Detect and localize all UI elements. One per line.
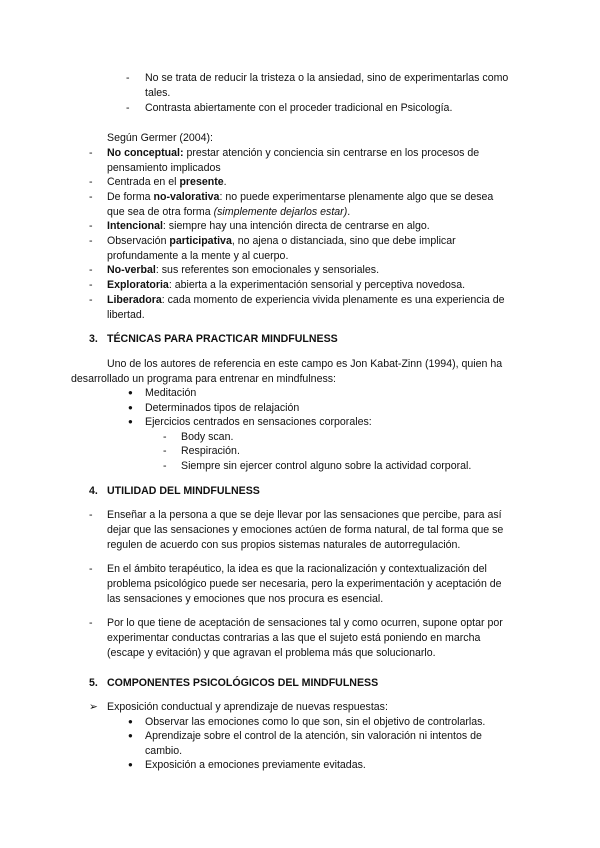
list-item: Liberadora: cada momento de experiencia vivida plenamente es una experiencia de — [107, 294, 505, 306]
dash-marker: - — [89, 235, 93, 247]
bullet-marker: ● — [128, 417, 133, 426]
paragraph-line: Uno de los autores de referencia en este campo es Jon Kabat-Zinn (1994), quien ha — [107, 358, 503, 370]
bullet-item: Aprendizaje sobre el control de la atención, sin valoración ni intentos de — [145, 730, 482, 742]
dash-marker: - — [89, 563, 93, 575]
list-item-continuation: libertad. — [107, 309, 145, 321]
arrow-bullet-icon: ➢ — [89, 701, 98, 713]
bullet-item-continuation: cambio. — [145, 745, 183, 757]
bullet-item: Meditación — [145, 387, 197, 399]
dash-marker: - — [89, 294, 93, 306]
paragraph-line: (escape y evitación) y que agravan el problema más que solucionarlo. — [107, 647, 436, 659]
paragraph-line: desarrollado un programa para entrenar en mindfulness: — [71, 373, 336, 385]
list-item: Contrasta abiertamente con el proceder tradicional en Psicología. — [145, 102, 453, 114]
dash-marker: - — [163, 445, 167, 457]
list-item: Intencional: siempre hay una intención directa de centrarse en algo. — [107, 220, 430, 232]
dash-marker: - — [126, 72, 130, 84]
paragraph-line: problema psicológico puede ser necesaria, pero la experimentación y aceptación de — [107, 578, 502, 590]
bullet-marker: ● — [128, 760, 133, 769]
bullet-marker: ● — [128, 403, 133, 412]
bullet-marker: ● — [128, 717, 133, 726]
sub-item: Body scan. — [181, 431, 234, 443]
paragraph-line: regulen de acuerdo con sus propios sistemas naturales de autorregulación. — [107, 539, 461, 551]
list-item: No se trata de reducir la tristeza o la ansiedad, sino de experimentarlas como — [145, 72, 509, 84]
list-item: De forma no-valorativa: no puede experimentarse plenamente algo que se desea — [107, 191, 494, 203]
list-item-continuation: pensamiento implicados — [107, 162, 221, 174]
section-heading: TÉCNICAS PARA PRACTICAR MINDFULNESS — [107, 333, 338, 345]
paragraph-line: experimentar conductas contrarias a las que el sujeto está poniendo en marcha — [107, 632, 481, 644]
section-heading: UTILIDAD DEL MINDFULNESS — [107, 485, 260, 497]
dash-marker: - — [89, 147, 93, 159]
sub-item: Siempre sin ejercer control alguno sobre la actividad corporal. — [181, 460, 472, 472]
bullet-marker: ● — [128, 388, 133, 397]
dash-marker: - — [89, 191, 93, 203]
list-item: Exposición conductual y aprendizaje de nuevas respuestas: — [107, 701, 388, 713]
list-item: No conceptual: prestar atención y conciencia sin centrarse en los procesos de — [107, 147, 480, 159]
bullet-item: Exposición a emociones previamente evitadas. — [145, 759, 366, 771]
paragraph-line: Por lo que tiene de aceptación de sensaciones tal y como ocurren, supone optar por — [107, 617, 503, 629]
dash-marker: - — [89, 617, 93, 629]
paragraph-line: Enseñar a la persona a que se deje llevar por las sensaciones que percibe, para así — [107, 509, 502, 521]
dash-marker: - — [89, 264, 93, 276]
paragraph-line: dejar que las sensaciones y emociones actúen de forma natural, de tal forma que se — [107, 524, 504, 536]
bullet-item: Ejercicios centrados en sensaciones corporales: — [145, 416, 372, 428]
section-number: 3. — [89, 333, 98, 345]
list-item-continuation: profundamente a la mente y al cuerpo. — [107, 250, 289, 262]
paragraph-line: En el ámbito terapéutico, la idea es que la racionalización y contextualización del — [107, 563, 487, 575]
list-item: Exploratoria: abierta a la experimentación sensorial y perceptiva novedosa. — [107, 279, 466, 291]
list-item: Observación participativa, no ajena o distanciada, sino que debe implicar — [107, 235, 456, 247]
bullet-item: Determinados tipos de relajación — [145, 402, 300, 414]
germer-intro: Según Germer (2004): — [107, 132, 213, 144]
dash-marker: - — [126, 102, 130, 114]
list-item-continuation: que sea de otra forma (simplemente dejarlos estar). — [107, 206, 351, 218]
list-item: No-verbal: sus referentes son emocionales y sensoriales. — [107, 264, 380, 276]
dash-marker: - — [163, 460, 167, 472]
sub-item: Respiración. — [181, 445, 240, 457]
dash-marker: - — [89, 279, 93, 291]
bullet-marker: ● — [128, 731, 133, 740]
list-item: Centrada en el presente. — [107, 176, 227, 188]
section-heading: COMPONENTES PSICOLÓGICOS DEL MINDFULNESS — [107, 677, 379, 689]
dash-marker: - — [163, 431, 167, 443]
dash-marker: - — [89, 509, 93, 521]
paragraph-line: las sensaciones y emociones que nos procura es esencial. — [107, 593, 384, 605]
list-item-continuation: tales. — [145, 87, 171, 99]
dash-marker: - — [89, 176, 93, 188]
section-number: 5. — [89, 677, 98, 689]
section-number: 4. — [89, 485, 98, 497]
dash-marker: - — [89, 220, 93, 232]
bullet-item: Observar las emociones como lo que son, sin el objetivo de controlarlas. — [145, 716, 486, 728]
